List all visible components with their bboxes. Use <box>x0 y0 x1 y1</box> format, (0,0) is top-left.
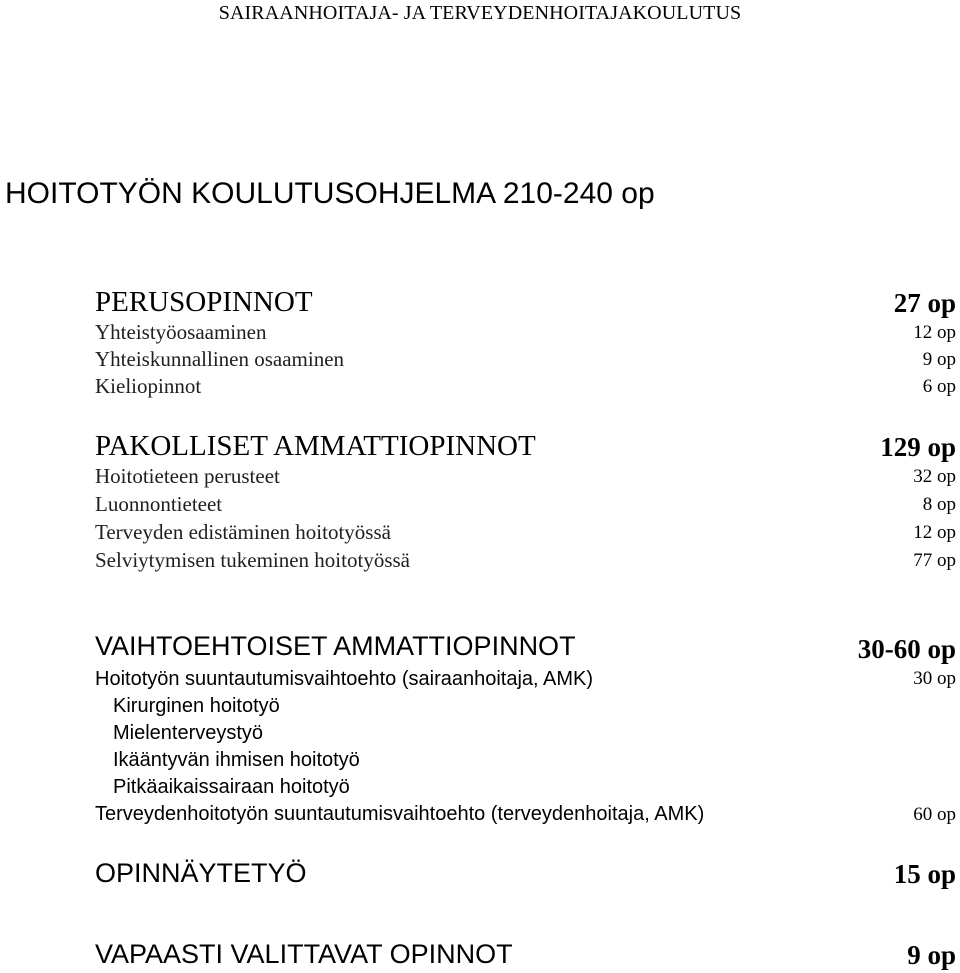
course-credits: 8 op <box>922 494 956 515</box>
specialization-item: Mielenterveystyö <box>113 722 264 744</box>
course-credits: 12 op <box>913 522 956 543</box>
specialization-item: Ikääntyvän ihmisen hoitotyö <box>113 749 360 771</box>
course-credits: 9 op <box>922 349 956 370</box>
course-credits: 12 op <box>913 322 956 343</box>
section-credits-vapaasti: 9 op <box>907 940 956 970</box>
track-credits-sairaanhoitaja: 30 op <box>913 668 956 689</box>
section-credits-pakolliset: 129 op <box>880 432 956 462</box>
course-credits: 32 op <box>913 466 956 487</box>
course-label: Selviytymisen tukeminen hoitotyössä <box>95 548 410 572</box>
specialization-item: Pitkäaikaissairaan hoitotyö <box>113 776 350 798</box>
section-heading-perusopinnot: PERUSOPINNOT <box>95 286 313 318</box>
course-credits: 6 op <box>922 376 956 397</box>
course-label: Luonnontieteet <box>95 492 223 516</box>
section-credits-vaihtoehtoiset: 30-60 op <box>857 634 956 664</box>
specialization-item: Kirurginen hoitotyö <box>113 695 280 717</box>
section-heading-opinnaytetyo: OPINNÄYTETYÖ <box>95 858 307 888</box>
course-label: Yhteistyöosaaminen <box>95 320 267 344</box>
course-label: Kieliopinnot <box>95 374 202 398</box>
section-heading-vapaasti: VAPAASTI VALITTAVAT OPINNOT <box>95 939 513 969</box>
course-credits: 77 op <box>913 550 956 571</box>
track-credits-terveydenhoitaja: 60 op <box>913 804 956 825</box>
section-heading-vaihtoehtoiset: VAIHTOEHTOISET AMMATTIOPINNOT <box>95 631 576 661</box>
section-credits-perusopinnot: 27 op <box>893 288 956 318</box>
track-label-terveydenhoitaja: Terveydenhoitotyön suuntautumisvaihtoehto (terveydenhoitaja, AMK) <box>95 803 705 825</box>
course-label: Terveyden edistäminen hoitotyössä <box>95 520 391 544</box>
section-credits-opinnaytetyo: 15 op <box>893 859 956 889</box>
course-label: Yhteiskunnallinen osaaminen <box>95 347 345 371</box>
document-header: SAIRAANHOITAJA- JA TERVEYDENHOITAJAKOULUTUS <box>218 2 742 24</box>
track-label-sairaanhoitaja: Hoitotyön suuntautumisvaihtoehto (sairaanhoitaja, AMK) <box>95 668 594 690</box>
program-title: HOITOTYÖN KOULUTUSOHJELMA 210-240 op <box>5 177 655 210</box>
section-heading-pakolliset: PAKOLLISET AMMATTIOPINNOT <box>95 430 536 462</box>
course-label: Hoitotieteen perusteet <box>95 464 280 488</box>
